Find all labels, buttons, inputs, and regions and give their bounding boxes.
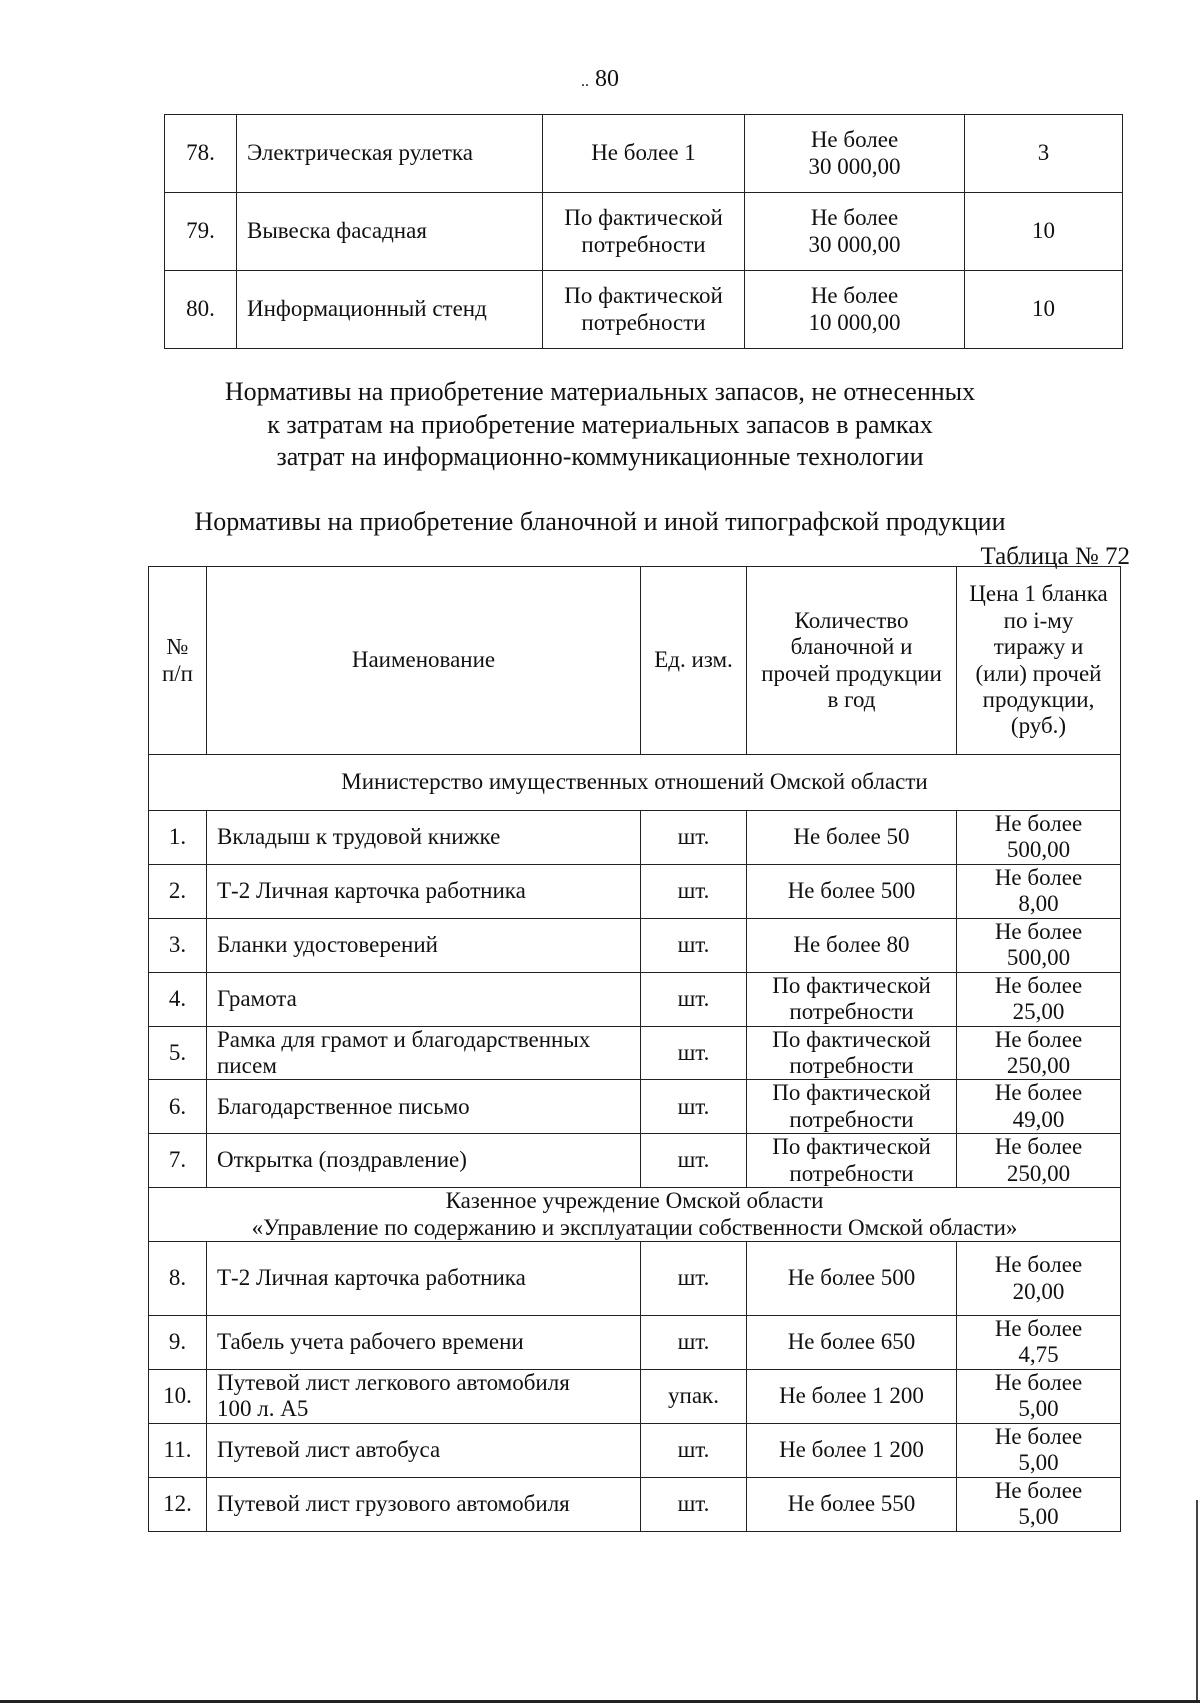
item-name: [207, 1316, 641, 1370]
top-table-body: [165, 115, 1123, 349]
item-unit: шт.: [641, 1423, 747, 1477]
item-name-line: Т-2 Личная карточка работника: [217, 878, 526, 904]
row-number: 10.: [149, 1369, 207, 1423]
item-price-line: Не более: [994, 1316, 1083, 1341]
item-quantity-line: Не более 80: [793, 931, 910, 957]
header-price: [957, 567, 1121, 755]
item-unit: шт.: [641, 1242, 747, 1316]
item-quantity-line: потребности: [789, 1052, 914, 1078]
row-number: 7.: [149, 1134, 207, 1188]
item-quantity-line: По фактической: [772, 1134, 931, 1160]
item-price-line: 4,75: [1018, 1342, 1059, 1368]
table-row: [149, 1134, 1121, 1188]
item-price-line: 250,00: [1006, 1160, 1071, 1186]
item-name: Электрическая рулетка: [237, 115, 543, 193]
item-quantity-line: потребности: [789, 1106, 914, 1132]
item-quantity: [543, 193, 745, 271]
item-quantity-line: Не более 650: [787, 1329, 916, 1355]
section-title-line: Казенное учреждение Омской области: [445, 1188, 824, 1214]
row-number: 12.: [149, 1477, 207, 1531]
item-quantity-line: По фактической: [564, 283, 723, 309]
item-price-line: 5,00: [1018, 1396, 1059, 1422]
item-quantity: [747, 1477, 957, 1531]
item-quantity-line: По фактической: [772, 1026, 931, 1052]
table-row: [149, 1423, 1121, 1477]
item-quantity-line: Не более 500: [787, 878, 916, 904]
row-number: 5.: [149, 1026, 207, 1080]
table-row: [149, 1369, 1121, 1423]
item-quantity: [747, 864, 957, 918]
table-row: [149, 1026, 1121, 1080]
item-quantity-line: По фактической: [564, 205, 723, 231]
row-number: 79.: [165, 193, 237, 271]
item-name-line: Благодарственное письмо: [217, 1093, 470, 1119]
heading-line: затрат на информационно-коммуникационные технологии: [276, 442, 924, 471]
header-num: [149, 567, 207, 755]
item-quantity: [747, 972, 957, 1026]
section-heading: [0, 376, 1200, 474]
item-price: [957, 1423, 1121, 1477]
item-quantity: [543, 115, 745, 193]
item-price: [957, 1134, 1121, 1188]
item-name: [207, 811, 641, 865]
item-name: [207, 1026, 641, 1080]
table-heading: Нормативы на приобретение бланочной и иной типографской продукции: [194, 507, 1006, 536]
item-name-line: Путевой лист автобуса: [217, 1436, 441, 1462]
row-number: 3.: [149, 918, 207, 972]
table-72-body: [149, 567, 1121, 1532]
item-quantity-line: потребности: [581, 309, 706, 335]
section-title-line: «Управление по содержанию и эксплуатации собственности Омской области»: [251, 1214, 1018, 1240]
table-row: [149, 811, 1121, 865]
item-price-line: Не более: [994, 1026, 1083, 1052]
item-name-line: Открытка (поздравление): [217, 1147, 467, 1173]
row-number: 4.: [149, 972, 207, 1026]
item-price-line: 5,00: [1018, 1450, 1059, 1476]
item-unit: шт.: [641, 1026, 747, 1080]
item-price-line: Не более: [810, 283, 899, 309]
item-name: [207, 1080, 641, 1134]
item-price: [957, 1369, 1121, 1423]
page-number: [0, 66, 1200, 93]
item-name-line: Табель учета рабочего времени: [217, 1329, 524, 1355]
section-title: [149, 755, 1121, 811]
header-qty-line: Количество: [794, 607, 909, 633]
item-name-line: Рамка для грамот и благодарственных: [217, 1026, 591, 1052]
page-bottom-rule: [0, 1700, 1200, 1703]
item-price-line: Не более: [994, 1134, 1083, 1160]
section-row: [149, 1188, 1121, 1242]
item-quantity: [747, 1369, 957, 1423]
row-number: 9.: [149, 1316, 207, 1370]
page-number-text: 80: [595, 66, 619, 92]
item-quantity-line: По фактической: [772, 972, 931, 998]
item-name-line: Т-2 Личная карточка работника: [217, 1265, 526, 1291]
item-price: [957, 918, 1121, 972]
item-quantity: [747, 1080, 957, 1134]
item-name-line: Путевой лист грузового автомобиля: [217, 1490, 570, 1516]
item-term: 3: [965, 115, 1123, 193]
item-price-line: Не более: [994, 864, 1083, 890]
item-name: Вывеска фасадная: [237, 193, 543, 271]
item-unit: шт.: [641, 1134, 747, 1188]
item-name-line: Путевой лист легкового автомобиля: [217, 1369, 570, 1395]
item-price: [957, 972, 1121, 1026]
top-table: [164, 114, 1123, 349]
item-name: [207, 918, 641, 972]
row-number: 1.: [149, 811, 207, 865]
item-quantity: [747, 1134, 957, 1188]
item-price-line: 500,00: [1006, 837, 1071, 863]
item-quantity-line: Не более 1 200: [779, 1436, 924, 1462]
section-title: [149, 1188, 1121, 1242]
item-price-line: 8,00: [1018, 891, 1059, 917]
header-price-line: (или) прочей: [975, 660, 1102, 686]
header-unit: Ед. изм.: [641, 567, 747, 755]
header-num-line: п/п: [161, 660, 193, 686]
item-price-line: 500,00: [1006, 945, 1071, 971]
item-unit: шт.: [641, 1316, 747, 1370]
header-price-line: продукции,: [982, 686, 1095, 712]
table-row: [149, 972, 1121, 1026]
row-number: 80.: [165, 271, 237, 349]
row-number: 6.: [149, 1080, 207, 1134]
item-quantity-line: Не более 550: [787, 1490, 916, 1516]
header-qty-line: бланочной и: [790, 634, 913, 660]
item-quantity: [543, 271, 745, 349]
item-quantity: [747, 918, 957, 972]
header-price-line: (руб.): [1010, 713, 1067, 739]
item-price: [957, 1080, 1121, 1134]
item-price-line: Не более: [994, 1369, 1083, 1395]
row-number: 11.: [149, 1423, 207, 1477]
item-name: [207, 864, 641, 918]
header-price-line: тиражу и: [993, 634, 1084, 660]
item-price: [745, 271, 965, 349]
row-number: 78.: [165, 115, 237, 193]
item-price: [957, 1316, 1121, 1370]
item-name-line: Грамота: [217, 985, 297, 1011]
heading-line: Нормативы на приобретение материальных запасов, не отнесенных: [224, 377, 976, 406]
item-quantity: [747, 811, 957, 865]
item-price-line: 49,00: [1012, 1106, 1065, 1132]
table-72: [148, 566, 1121, 1532]
item-unit: шт.: [641, 1477, 747, 1531]
table-row: [165, 115, 1123, 193]
header-qty-line: прочей продукции: [761, 660, 942, 686]
row-number: 2.: [149, 864, 207, 918]
item-price-line: 5,00: [1018, 1504, 1059, 1530]
item-price-line: Не более: [994, 1252, 1083, 1278]
item-quantity-line: По фактической: [772, 1080, 931, 1106]
item-price-line: 10 000,00: [808, 309, 901, 335]
item-price-line: Не более: [994, 918, 1083, 944]
item-unit: шт.: [641, 972, 747, 1026]
item-price-line: Не более: [994, 811, 1083, 836]
item-name-line: Вкладыш к трудовой книжке: [217, 824, 501, 850]
item-price-line: Не более: [810, 127, 899, 153]
page-edge-rule: [1196, 1500, 1198, 1700]
item-price-line: Не более: [994, 1423, 1083, 1449]
item-price-line: 250,00: [1006, 1052, 1071, 1078]
item-price: [745, 193, 965, 271]
item-quantity: [747, 1026, 957, 1080]
item-quantity: [747, 1242, 957, 1316]
item-name: [207, 972, 641, 1026]
item-quantity-line: Не более 50: [793, 824, 910, 850]
row-number: 8.: [149, 1242, 207, 1316]
item-price: [957, 1026, 1121, 1080]
item-price: [957, 1477, 1121, 1531]
header-name: Наименование: [207, 567, 641, 755]
item-name: [207, 1369, 641, 1423]
table-header-row: [149, 567, 1121, 755]
table-row: [149, 918, 1121, 972]
item-price-line: 20,00: [1012, 1278, 1065, 1304]
item-price: [957, 1242, 1121, 1316]
item-name-line: писем: [217, 1052, 277, 1078]
item-name: [207, 1423, 641, 1477]
header-qty-line: в год: [827, 686, 876, 712]
table-row: [149, 1080, 1121, 1134]
item-price-line: Не более: [994, 1080, 1083, 1106]
item-unit: шт.: [641, 864, 747, 918]
item-quantity-line: Не более 1: [591, 140, 696, 166]
item-name-line: Бланки удостоверений: [217, 931, 438, 957]
item-price-line: 25,00: [1012, 999, 1065, 1025]
item-name: Информационный стенд: [237, 271, 543, 349]
table-row: [165, 193, 1123, 271]
item-name-line: 100 л. А5: [217, 1396, 309, 1422]
table-row: [149, 1316, 1121, 1370]
item-quantity-line: Не более 1 200: [779, 1383, 924, 1409]
item-price-line: Не более: [994, 972, 1083, 998]
item-quantity: [747, 1316, 957, 1370]
item-term: 10: [965, 193, 1123, 271]
header-num-line: №: [166, 634, 189, 660]
table-row: [165, 271, 1123, 349]
item-quantity-line: Не более 500: [787, 1265, 916, 1291]
item-unit: упак.: [641, 1369, 747, 1423]
item-price-line: 30 000,00: [808, 231, 901, 257]
heading-line: к затратам на приобретение материальных запасов в рамках: [267, 409, 933, 439]
item-name: [207, 1134, 641, 1188]
item-quantity-line: потребности: [581, 231, 706, 257]
item-quantity: [747, 1423, 957, 1477]
header-qty: [747, 567, 957, 755]
page-mark: ..: [581, 73, 589, 90]
header-price-line: по i-му: [1003, 607, 1074, 633]
table-caption: Таблица № 72: [980, 543, 1130, 570]
item-price: [745, 115, 965, 193]
item-price: [957, 811, 1121, 865]
table-row: [149, 864, 1121, 918]
item-quantity-line: потребности: [789, 1160, 914, 1186]
item-price-line: Не более: [994, 1477, 1083, 1503]
item-unit: шт.: [641, 918, 747, 972]
item-unit: шт.: [641, 811, 747, 865]
table-row: [149, 1242, 1121, 1316]
item-term: 10: [965, 271, 1123, 349]
table-row: [149, 1477, 1121, 1531]
section-row: [149, 755, 1121, 811]
item-unit: шт.: [641, 1080, 747, 1134]
item-quantity-line: потребности: [789, 999, 914, 1025]
item-name: [207, 1242, 641, 1316]
item-name: [207, 1477, 641, 1531]
item-price: [957, 864, 1121, 918]
item-price-line: 30 000,00: [808, 153, 901, 179]
header-price-line: Цена 1 бланка: [969, 581, 1108, 607]
item-price-line: Не более: [810, 205, 899, 231]
section-title-line: Министерство имущественных отношений Омской области: [341, 769, 928, 795]
